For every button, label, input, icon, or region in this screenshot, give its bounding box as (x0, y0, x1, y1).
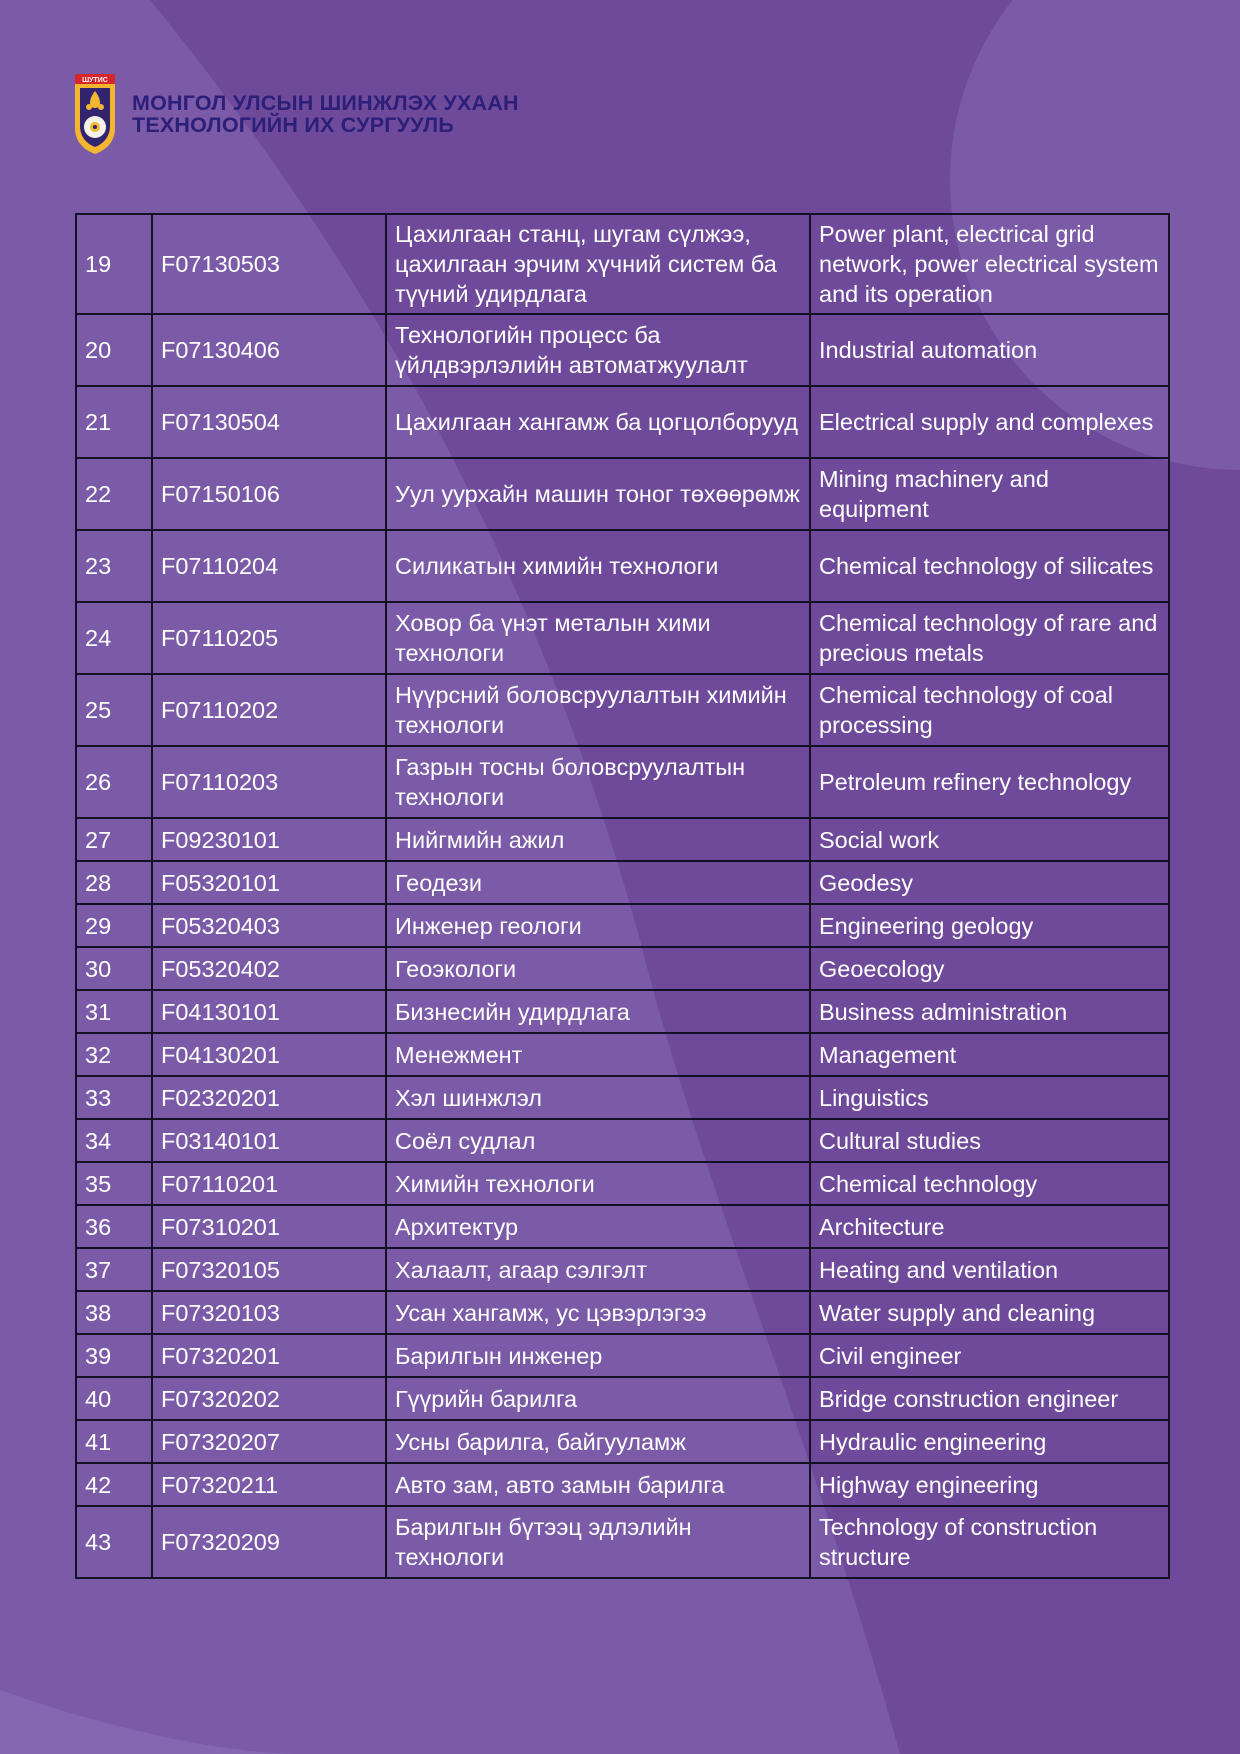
program-name-mn: Силикатын химийн технологи (386, 530, 810, 602)
program-name-en: Linguistics (810, 1076, 1169, 1119)
program-name-mn: Газрын тосны боловсруулалтын технологи (386, 746, 810, 818)
program-name-mn: Цахилгаан хангамж ба цогцолборууд (386, 386, 810, 458)
table-row (76, 1076, 1169, 1119)
row-number: 24 (76, 602, 152, 674)
row-number: 25 (76, 674, 152, 746)
row-number: 20 (76, 314, 152, 386)
program-code: F09230101 (152, 818, 386, 861)
program-code: F07320202 (152, 1377, 386, 1420)
program-name-en: Geodesy (810, 861, 1169, 904)
table-row (76, 530, 1169, 602)
row-number: 33 (76, 1076, 152, 1119)
program-name-en: Petroleum refinery technology (810, 746, 1169, 818)
program-name-en: Chemical technology (810, 1162, 1169, 1205)
program-name-en: Highway engineering (810, 1463, 1169, 1506)
program-code: F07320103 (152, 1291, 386, 1334)
row-number: 26 (76, 746, 152, 818)
program-name-en: Social work (810, 818, 1169, 861)
row-number: 29 (76, 904, 152, 947)
table-row (76, 1420, 1169, 1463)
program-name-en: Cultural studies (810, 1119, 1169, 1162)
program-code: F02320201 (152, 1076, 386, 1119)
row-number: 38 (76, 1291, 152, 1334)
program-code: F07110205 (152, 602, 386, 674)
program-name-mn: Уул уурхайн машин тоног төхөөрөмж (386, 458, 810, 530)
program-name-mn: Халаалт, агаар сэлгэлт (386, 1248, 810, 1291)
programs-table (75, 213, 1170, 1579)
row-number: 27 (76, 818, 152, 861)
row-number: 37 (76, 1248, 152, 1291)
program-name-mn: Барилгын инженер (386, 1334, 810, 1377)
program-code: F07150106 (152, 458, 386, 530)
table-row (76, 1033, 1169, 1076)
program-name-mn: Архитектур (386, 1205, 810, 1248)
table-row (76, 1291, 1169, 1334)
program-name-mn: Бизнесийн удирдлага (386, 990, 810, 1033)
program-name-mn: Хэл шинжлэл (386, 1076, 810, 1119)
program-code: F07320105 (152, 1248, 386, 1291)
program-code: F04130201 (152, 1033, 386, 1076)
program-code: F07110204 (152, 530, 386, 602)
program-name-en: Civil engineer (810, 1334, 1169, 1377)
program-code: F07320201 (152, 1334, 386, 1377)
program-name-en: Chemical technology of silicates (810, 530, 1169, 602)
program-name-en: Mining machinery and equipment (810, 458, 1169, 530)
row-number: 42 (76, 1463, 152, 1506)
program-name-en: Business administration (810, 990, 1169, 1033)
program-name-mn: Технологийн процесс ба үйлдвэрлэлийн автоматжуулалт (386, 314, 810, 386)
program-name-mn: Усан хангамж, ус цэвэрлэгээ (386, 1291, 810, 1334)
program-name-en: Technology of construction structure (810, 1506, 1169, 1578)
emblem-label: ШУТИС (82, 77, 108, 84)
row-number: 39 (76, 1334, 152, 1377)
program-name-mn: Менежмент (386, 1033, 810, 1076)
table-row (76, 947, 1169, 990)
row-number: 19 (76, 214, 152, 314)
program-code: F07320211 (152, 1463, 386, 1506)
university-header (74, 74, 519, 154)
table-row (76, 1248, 1169, 1291)
program-name-en: Chemical technology of rare and precious metals (810, 602, 1169, 674)
program-name-mn: Нийгмийн ажил (386, 818, 810, 861)
program-name-en: Chemical technology of coal processing (810, 674, 1169, 746)
program-name-en: Bridge construction engineer (810, 1377, 1169, 1420)
table-row (76, 1506, 1169, 1578)
program-name-mn: Барилгын бүтээц эдлэлийн технологи (386, 1506, 810, 1578)
table-row (76, 861, 1169, 904)
row-number: 22 (76, 458, 152, 530)
program-name-mn: Авто зам, авто замын барилга (386, 1463, 810, 1506)
program-name-mn: Геоэкологи (386, 947, 810, 990)
table-row (76, 1162, 1169, 1205)
table-row (76, 1377, 1169, 1420)
table-row (76, 674, 1169, 746)
program-code: F07130503 (152, 214, 386, 314)
program-name-en: Engineering geology (810, 904, 1169, 947)
row-number: 34 (76, 1119, 152, 1162)
row-number: 41 (76, 1420, 152, 1463)
table-row (76, 314, 1169, 386)
program-name-mn: Цахилгаан станц, шугам сүлжээ, цахилгаан эрчим хүчний систем ба түүний удирдлага (386, 214, 810, 314)
program-code: F07110203 (152, 746, 386, 818)
table-row (76, 214, 1169, 314)
program-name-en: Industrial automation (810, 314, 1169, 386)
program-name-mn: Гүүрийн барилга (386, 1377, 810, 1420)
program-code: F07110202 (152, 674, 386, 746)
program-code: F07310201 (152, 1205, 386, 1248)
table-row (76, 386, 1169, 458)
program-name-en: Architecture (810, 1205, 1169, 1248)
row-number: 30 (76, 947, 152, 990)
row-number: 43 (76, 1506, 152, 1578)
program-code: F03140101 (152, 1119, 386, 1162)
program-code: F07320209 (152, 1506, 386, 1578)
program-code: F05320402 (152, 947, 386, 990)
program-name-mn: Нүүрсний боловсруулалтын химийн технологи (386, 674, 810, 746)
table-row (76, 1463, 1169, 1506)
program-code: F07130406 (152, 314, 386, 386)
table-row (76, 1119, 1169, 1162)
program-code: F07320207 (152, 1420, 386, 1463)
program-code: F05320101 (152, 861, 386, 904)
program-name-mn: Инженер геологи (386, 904, 810, 947)
table-row (76, 1334, 1169, 1377)
university-name (132, 92, 519, 136)
row-number: 23 (76, 530, 152, 602)
row-number: 36 (76, 1205, 152, 1248)
program-name-en: Management (810, 1033, 1169, 1076)
row-number: 21 (76, 386, 152, 458)
program-name-mn: Ховор ба үнэт металын хими технологи (386, 602, 810, 674)
row-number: 31 (76, 990, 152, 1033)
program-name-mn: Усны барилга, байгууламж (386, 1420, 810, 1463)
row-number: 35 (76, 1162, 152, 1205)
programs-table-body (76, 214, 1169, 1578)
university-emblem-icon (74, 74, 116, 154)
table-row (76, 746, 1169, 818)
program-name-en: Heating and ventilation (810, 1248, 1169, 1291)
program-code: F05320403 (152, 904, 386, 947)
row-number: 40 (76, 1377, 152, 1420)
table-row (76, 904, 1169, 947)
program-name-mn: Соёл судлал (386, 1119, 810, 1162)
table-row (76, 1205, 1169, 1248)
program-name-mn: Химийн технологи (386, 1162, 810, 1205)
table-row (76, 818, 1169, 861)
program-name-en: Electrical supply and complexes (810, 386, 1169, 458)
university-name-line2: ТЕХНОЛОГИЙН ИХ СУРГУУЛЬ (132, 113, 454, 137)
program-name-en: Geoecology (810, 947, 1169, 990)
row-number: 32 (76, 1033, 152, 1076)
program-name-en: Water supply and cleaning (810, 1291, 1169, 1334)
university-name-line1: МОНГОЛ УЛСЫН ШИНЖЛЭХ УХААН (132, 91, 519, 115)
table-row (76, 458, 1169, 530)
row-number: 28 (76, 861, 152, 904)
program-name-mn: Геодези (386, 861, 810, 904)
table-row (76, 602, 1169, 674)
table-row (76, 990, 1169, 1033)
program-code: F07110201 (152, 1162, 386, 1205)
program-code: F04130101 (152, 990, 386, 1033)
program-code: F07130504 (152, 386, 386, 458)
program-name-en: Power plant, electrical grid network, power electrical system and its operation (810, 214, 1169, 314)
program-name-en: Hydraulic engineering (810, 1420, 1169, 1463)
